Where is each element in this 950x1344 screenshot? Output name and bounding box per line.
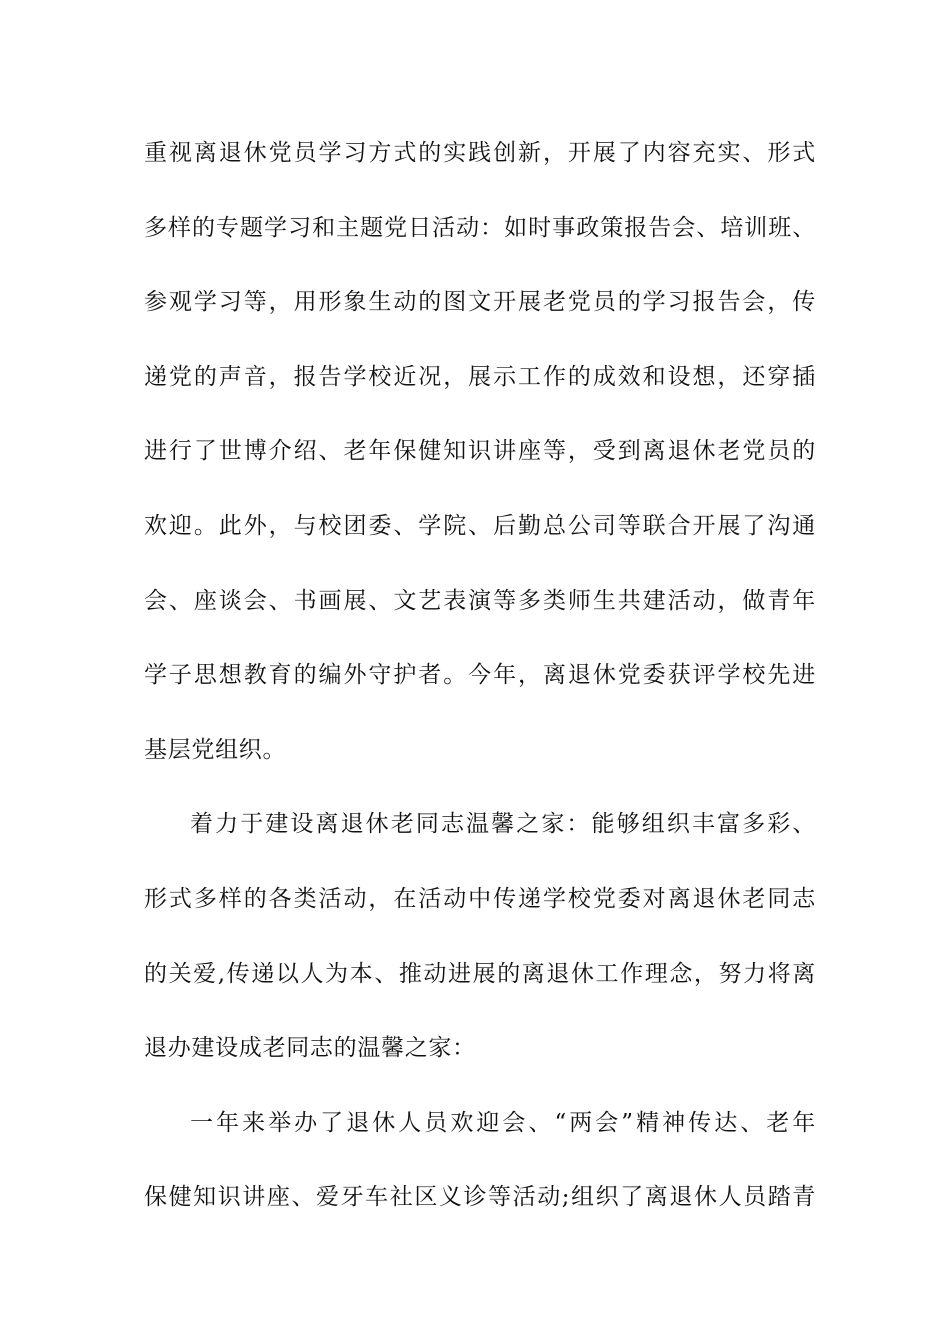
paragraph-1 bbox=[144, 135, 816, 806]
text-line: 参观学习等，用形象生动的图文开展老党员的学习报告会，传 bbox=[144, 289, 816, 316]
text-line: 基层党组织。 bbox=[144, 736, 287, 763]
text-line: 保健知识讲座、爱牙车社区义诊等活动;组织了离退休人员踏青 bbox=[144, 1184, 816, 1211]
text-line: 递党的声音，报告学校近况，展示工作的成效和设想，还穿插 bbox=[144, 363, 816, 390]
paragraph-2 bbox=[144, 806, 816, 1104]
text-line: 着力于建设离退休老同志温馨之家：能够组织丰富多彩、 bbox=[190, 811, 816, 838]
text-line: 多样的专题学习和主题党日活动：如时事政策报告会、培训班、 bbox=[144, 214, 816, 241]
text-line: 欢迎。此外，与校团委、学院、后勤总公司等联合开展了沟通 bbox=[144, 512, 816, 539]
text-line: 进行了世博介绍、老年保健知识讲座等，受到离退休老党员的 bbox=[144, 438, 816, 465]
text-line: 会、座谈会、书画展、文艺表演等多类师生共建活动，做青年 bbox=[144, 587, 816, 614]
text-line: 退办建设成老同志的温馨之家： bbox=[144, 1035, 476, 1062]
text-line: 一年来举办了退休人员欢迎会、“两会”精神传达、老年 bbox=[190, 1109, 816, 1136]
text-line: 学子思想教育的编外守护者。今年，离退休党委获评学校先进 bbox=[144, 662, 816, 689]
text-line: 形式多样的各类活动，在活动中传递学校党委对离退休老同志 bbox=[144, 885, 816, 912]
text-line: 的关爱,传递以人为本、推动进展的离退休工作理念，努力将离 bbox=[144, 960, 816, 987]
body-text bbox=[144, 135, 816, 1216]
text-line: 重视离退休党员学习方式的实践创新，开展了内容充实、形式 bbox=[144, 140, 816, 166]
paragraph-3 bbox=[144, 1105, 816, 1217]
